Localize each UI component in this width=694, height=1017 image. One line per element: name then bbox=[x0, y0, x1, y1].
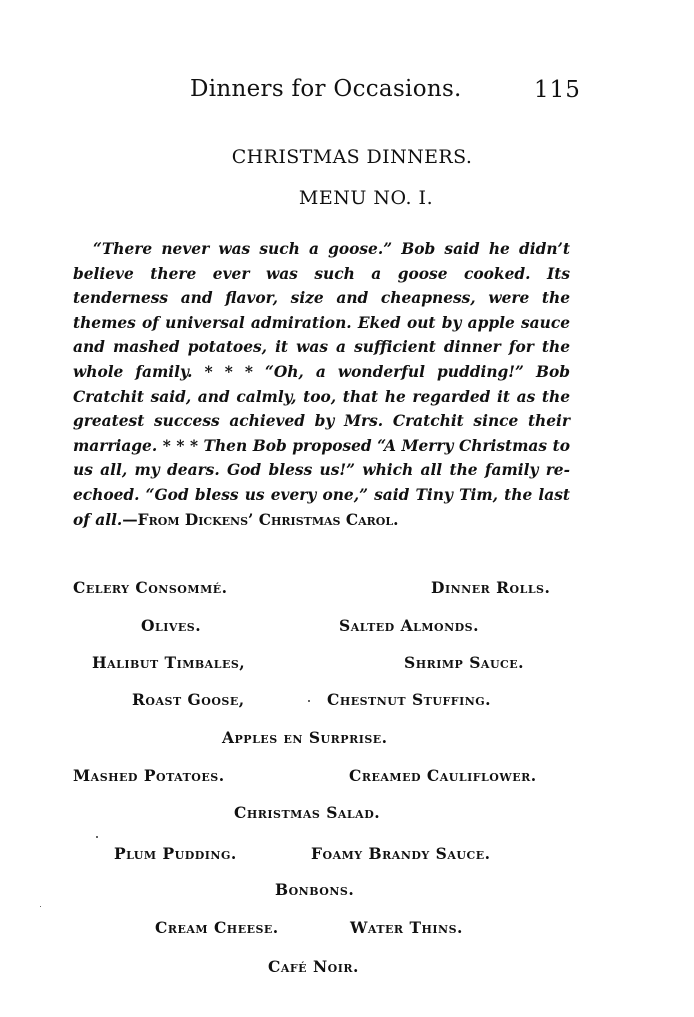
quote-text: “There never was such a goose.” Bob said he didn’t believe there ever was such a goose cooked. Its tenderness and flavor, size and cheapness, were the themes of universal admiration. Eked out by apple sauce and mashed potatoes, it was a sufficient dinner for the whole family. * * * “Oh, a wonderful pudding!” Bob Cratchit said, and calmly, too, that he regarded it as the greatest success achieved by Mrs. Cratchit since their marriage. * * * Then Bob proposed “A Merry Christmas to us all, my dears. God bless us!” which all the family re-echoed. “God bless us every one,” said Tiny Tim, the last of all. bbox=[73, 240, 570, 529]
menu-line bbox=[0, 844, 694, 868]
menu-dish: Christmas Salad. bbox=[234, 803, 381, 822]
menu-dish: Plum Pudding. bbox=[114, 844, 237, 863]
menu-dish: Foamy Brandy Sauce. bbox=[311, 844, 491, 863]
section-title: CHRISTMAS DINNERS. bbox=[231, 146, 473, 168]
print-speck bbox=[308, 700, 310, 702]
menu-title: MENU NO. I. bbox=[298, 187, 434, 209]
menu-dish: Apples en Surprise. bbox=[222, 728, 388, 747]
menu-line bbox=[0, 957, 694, 981]
menu-dish: Olives. bbox=[141, 616, 202, 635]
menu-line bbox=[0, 728, 694, 752]
print-speck bbox=[96, 836, 98, 838]
menu-dish: Mashed Potatoes. bbox=[73, 766, 225, 785]
menu-dish: Halibut Timbales, bbox=[92, 653, 246, 672]
menu-line bbox=[0, 653, 694, 677]
menu-dish: Bonbons. bbox=[275, 880, 355, 899]
menu-dish: Cream Cheese. bbox=[155, 918, 279, 937]
menu-line bbox=[0, 918, 694, 942]
menu-dish: Creamed Cauliflower. bbox=[349, 766, 537, 785]
quote-attribution: —From Dickens’ Christmas Carol. bbox=[122, 510, 399, 529]
menu-line bbox=[0, 690, 694, 714]
running-head: Dinners for Occasions. bbox=[190, 76, 462, 102]
menu-line bbox=[0, 578, 694, 602]
menu-line bbox=[0, 803, 694, 827]
menu-line bbox=[0, 616, 694, 640]
menu-dish: Water Thins. bbox=[350, 918, 463, 937]
menu-dish: Chestnut Stuffing. bbox=[327, 690, 492, 709]
menu-dish: Café Noir. bbox=[268, 957, 359, 976]
print-speck bbox=[40, 906, 41, 907]
menu-dish: Dinner Rolls. bbox=[431, 578, 551, 597]
menu-dish: Shrimp Sauce. bbox=[404, 653, 525, 672]
menu-line bbox=[0, 880, 694, 904]
menu-dish: Salted Almonds. bbox=[339, 616, 480, 635]
page-number: 115 bbox=[534, 77, 581, 103]
menu-dish: Celery Consommé. bbox=[73, 578, 228, 597]
menu-line bbox=[0, 766, 694, 790]
menu-dish: Roast Goose, bbox=[132, 690, 245, 709]
